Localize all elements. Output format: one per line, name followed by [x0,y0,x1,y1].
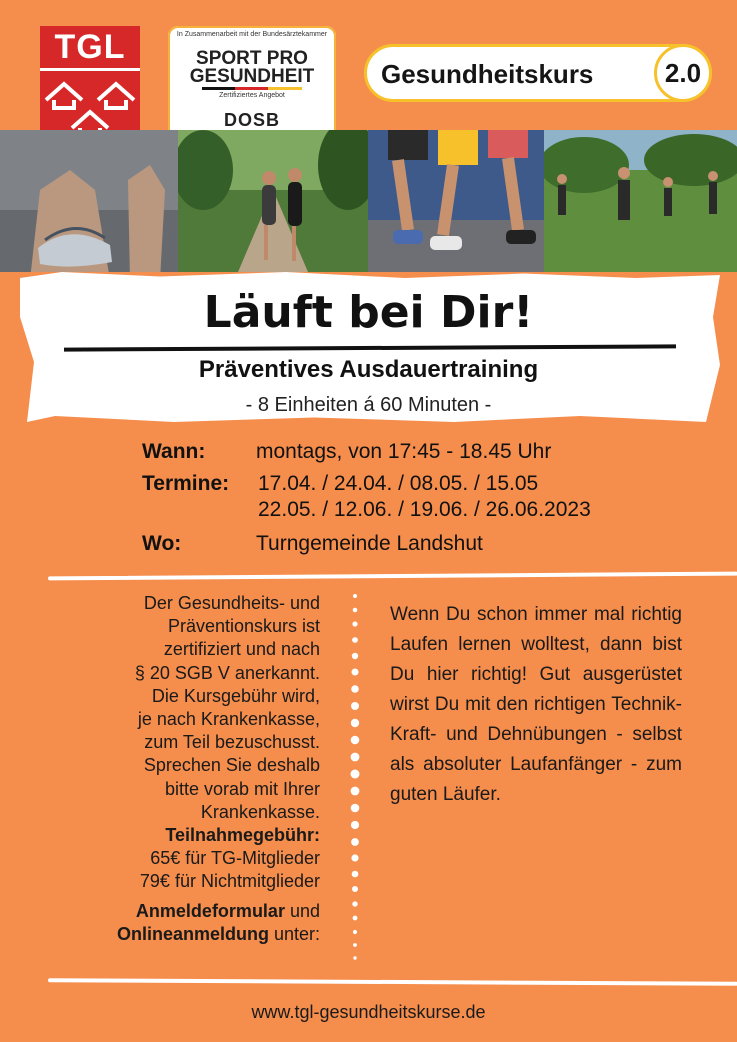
where-value: Turngemeinde Landshut [256,532,483,555]
bottom-divider [48,978,737,986]
photo-forest-runners [178,130,368,272]
badge-top-text: In Zusammenarbeit mit der Bundesärztekammer [176,31,328,38]
photo-shoe-lacing [0,130,178,272]
photo-strip [0,130,737,272]
where-label: Wo: [142,532,182,555]
signup-line-1 [40,900,320,923]
signup-form-label: Anmeldeformular [135,900,285,921]
right-description: Wenn Du schon immer mal richtig Laufen lernen wolltest, dann bist Du hier richtig! Gut ausgerüstet wirst Du mit den richtigen Technik- Kraft- und Dehnübungen - selbst als absoluter Laufanfänger - zum guten Läufer. [390,604,682,805]
info-line: Sprechen Sie deshalb [143,755,320,776]
info-line: Präventionskurs ist [167,616,320,637]
info-line: zum Teil bezuschusst. [144,732,320,753]
when-value: montags, von 17:45 - 18.45 Uhr [256,440,552,463]
when-label: Wann: [142,440,206,463]
course-title-pill [364,44,712,102]
info-line: § 20 SGB V anerkannt. [134,662,320,683]
tgl-club-logo [40,26,140,142]
badge-subtitle: Zertifiziertes Angebot [219,92,285,99]
badge-title [168,50,336,86]
course-subtitle: Präventives Ausdauertraining [198,356,539,383]
info-line: Krankenkasse. [200,801,320,822]
signup-and: und [284,900,320,921]
photo-park-group [544,130,737,272]
badge-title-line2: GESUNDHEIT [189,66,315,87]
photo-running-legs [368,130,544,272]
course-units: - 8 Einheiten á 60 Minuten - [245,394,492,416]
info-line: Der Gesundheits- und [143,593,320,613]
badge-color-bar [202,87,302,90]
left-info-column [40,592,320,946]
course-label: Gesundheitskurs [381,59,594,89]
info-line: zertifiziert und nach [163,639,320,660]
headline: Läuft bei Dir! [203,287,534,338]
signup-under: unter: [268,923,320,944]
signup-line-2 [40,923,320,946]
website-link[interactable]: www.tgl-gesundheitskurse.de [251,1002,486,1022]
info-line: Die Kursgebühr wird, [151,685,320,706]
badge-title-line1: SPORT PRO [196,48,308,69]
info-line: bitte vorab mit Ihrer [164,778,320,799]
dotted-column-divider [349,592,361,972]
info-line: je nach Krankenkasse, [137,709,320,730]
dates-line-1: 17.04. / 24.04. / 08.05. / 15.05 [258,472,539,495]
fee-label: Teilnahmegebühr: [165,825,320,846]
fee-nonmembers: 79€ für Nichtmitglieder [139,871,320,892]
top-divider [48,572,737,581]
dosb-logo-text: DOSB [223,110,280,130]
dates-label: Termine: [142,472,230,495]
course-version: 2.0 [654,44,712,102]
online-signup-label: Onlineanmeldung [116,923,269,944]
dates-line-2: 22.05. / 12.06. / 19.06. / 26.06.2023 [258,498,591,521]
fee-members: 65€ für TG-Mitglieder [150,848,320,869]
tgl-logo-text: TGL [54,28,126,66]
